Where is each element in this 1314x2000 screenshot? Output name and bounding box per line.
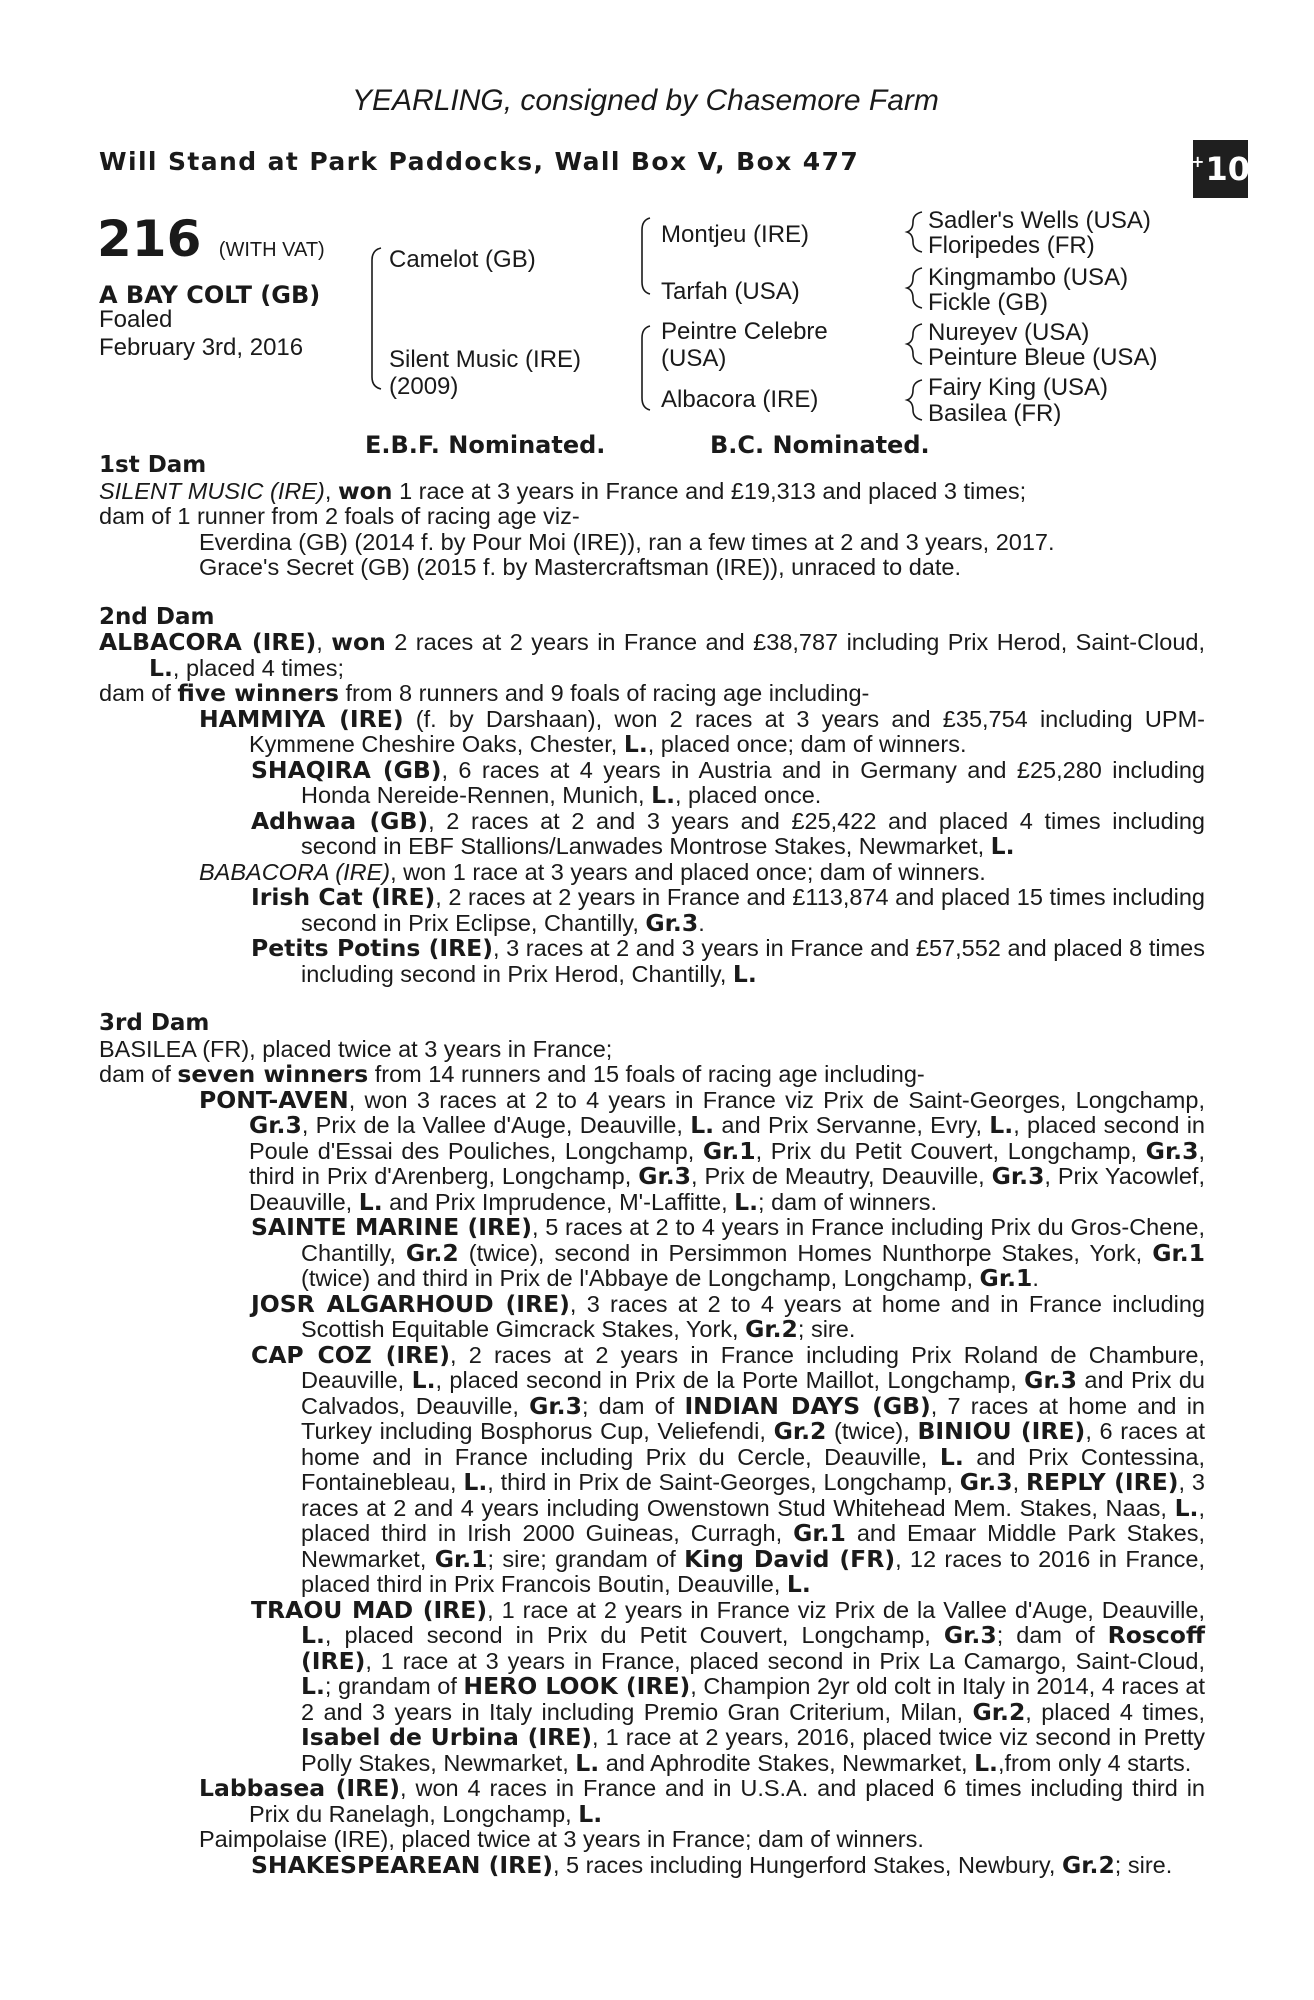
bracket-fk	[907, 380, 922, 420]
pedigree-sss: Sadler's Wells (USA)	[928, 207, 1151, 234]
first-dam-foal-2: Grace's Secret (GB) (2015 f. by Mastercraftsman (IRE)), unraced to date.	[199, 554, 961, 580]
lot-title: A BAY COLT (GB)	[99, 281, 321, 309]
bracket-nu	[907, 324, 922, 364]
third-dam-foal-pont-aven: PONT-AVEN, won 3 races at 2 to 4 years in France viz Prix de Saint-Georges, Longchamp, Gr.3, Prix de la Vallee d'Auge, Deauville, L. and Prix Servanne, Evry, L., placed second in Poule d'Essai des Pouliches, Longchamp, Gr.1, Prix du Petit Couvert, Longchamp, Gr.3, third in Prix d'Arenberg, Longchamp, Gr.3, Prix de Meautry, Deauville, Gr.3, Prix Yacowlef, Deauville, L. and Prix Imprudence, M'-Laffitte, L.; dam of winners.	[199, 1085, 1206, 1216]
logo-text: 10	[1205, 150, 1250, 188]
ebf-nominated: E.B.F. Nominated.	[365, 431, 606, 459]
bracket-col2a	[642, 218, 650, 294]
third-dam-entry: BASILEA (FR), placed twice at 3 years in France;	[99, 1035, 613, 1062]
pedigree-sdd: Fickle (GB)	[928, 289, 1048, 316]
second-dam-grandfoal-shaqira: SHAQIRA (GB), 6 races at 4 years in Austria and in Germany and £25,280 including Honda Nereide-Rennen, Munich, L., placed once.	[251, 755, 1205, 809]
pedigree-ssd: Floripedes (FR)	[928, 232, 1095, 259]
third-dam-heading: 3rd Dam	[99, 1010, 210, 1036]
first-dam-foal-1: Everdina (GB) (2014 f. by Pour Moi (IRE)), ran a few times at 2 and 3 years, 2017.	[199, 528, 1055, 555]
lot-number-value: 216	[97, 210, 202, 268]
second-dam-heading: 2nd Dam	[99, 603, 215, 630]
third-dam-grandfoal-traou-mad: TRAOU MAD (IRE), 1 race at 2 years in France viz Prix de la Vallee d'Auge, Deauville, L., placed second in Prix du Petit Couvert, Longchamp, Gr.3; dam of Roscoff (IRE), 1 race at 3 years in France, placed second in Prix La Camargo, Saint-Cloud, L.; grandam of HERO LOOK (IRE), Champion 2yr old colt in Italy in 2014, 4 races at 2 and 3 years in Italy including Premio Gran Criterium, Milan, Gr.2, placed 4 times, Isabel de Urbina (IRE), 1 race at 2 years, 2016, placed twice viz second in Pretty Polly Stakes, Newmarket, L. and Aphrodite Stakes, Newmarket, L.,from only 4 starts.	[251, 1595, 1206, 1777]
pedigree-sire: Camelot (GB)	[389, 246, 536, 273]
pedigree-dam-sire-country: (USA)	[661, 345, 727, 372]
pedigree-dam-sire: Peintre Celebre	[661, 318, 828, 345]
third-dam-grandfoal-sainte-marine: SAINTE MARINE (IRE), 5 races at 2 to 4 years in France including Prix du Gros-Chene, Chantilly, Gr.2 (twice), second in Persimmon Homes Nunthorpe Stakes, York, Gr.1 (twice) and third in Prix de l'Abbaye de Longchamp, Longchamp, Gr.1.	[251, 1213, 1206, 1292]
foaled-label: Foaled	[99, 306, 173, 333]
second-dam-foal-hammiya: HAMMIYA (IRE) (f. by Darshaan), won 2 races at 3 years and £35,754 including UPM-Kymmene Cheshire Oaks, Chester, L., placed once; dam of winners.	[199, 704, 1205, 758]
second-dam-entry: ALBACORA (IRE), won 2 races at 2 years in France and £38,787 including Prix Herod, Saint-Cloud, L., placed 4 times;	[99, 628, 1206, 682]
foaled-date: February 3rd, 2016	[99, 334, 304, 361]
first-dam-summary: dam of 1 runner from 2 foals of racing age viz-	[99, 503, 580, 529]
pedigree-dam-year: (2009)	[389, 373, 459, 400]
second-dam-grandfoal-irish-cat: Irish Cat (IRE), 2 races at 2 years in France and £113,874 and placed 15 times including second in Prix Eclipse, Chantilly, Gr.3.	[251, 883, 1205, 937]
third-dam-summary: dam of seven winners from 14 runners and 15 foals of racing age including-	[99, 1060, 925, 1088]
pedigree-sds: Kingmambo (USA)	[928, 264, 1129, 291]
bracket-km	[907, 268, 922, 308]
pedigree-sire-dam: Tarfah (USA)	[661, 278, 800, 305]
pedigree-sire-sire: Montjeu (IRE)	[661, 221, 810, 248]
third-dam-foal-paimpolaise: Paimpolaise (IRE), placed twice at 3 years in France; dam of winners.	[199, 1826, 924, 1852]
page-subtitle: YEARLING, consigned by Chasemore Farm	[352, 84, 939, 117]
pedigree-ddd: Basilea (FR)	[928, 400, 1062, 427]
pedigree-dss: Nureyev (USA)	[928, 319, 1090, 346]
stand-location: Will Stand at Park Paddocks, Wall Box V, Box 477	[99, 147, 860, 176]
second-dam-grandfoal-adhwaa: Adhwaa (GB), 2 races at 2 and 3 years and £25,422 and placed 4 times including second in EBF Stallions/Lanwades Montrose Stakes, Newmarket, L.	[251, 806, 1205, 860]
bracket-col2b	[642, 326, 650, 410]
pedigree-dam-dam: Albacora (IRE)	[661, 386, 819, 413]
first-dam-entry: SILENT MUSIC (IRE), won 1 race at 3 years in France and £19,313 and placed 3 times;	[99, 476, 1027, 505]
third-dam-grandfoal-josr-algarhoud: JOSR ALGARHOUD (IRE), 3 races at 2 to 4 years at home and in France including Scottish Equitable Gimcrack Stakes, York, Gr.2; sire.	[251, 1289, 1205, 1343]
third-dam-foal-labbasea: Labbasea (IRE), won 4 races in France and in U.S.A. and placed 6 times including third in Prix du Ranelagh, Longchamp, L.	[199, 1774, 1205, 1828]
bc-nominated: B.C. Nominated.	[710, 431, 930, 459]
pedigree-dds: Fairy King (USA)	[928, 374, 1109, 401]
pedigree-dsd: Peinture Bleue (USA)	[928, 344, 1158, 371]
first-dam-heading: 1st Dam	[99, 452, 207, 478]
vat-label: (WITH VAT)	[218, 239, 325, 261]
third-dam-grandfoal-cap-coz: CAP COZ (IRE), 2 races at 2 years in France including Prix Roland de Chambure, Deauville, L., placed second in Prix de la Porte Maillot, Longchamp, Gr.3 and Prix du Calvados, Deauville, Gr.3; dam of INDIAN DAYS (GB), 7 races at home and in Turkey including Bosphorus Cup, Veliefendi, Gr.2 (twice), BINIOU (IRE), 6 races at home and in France including Prix du Cercle, Deauville, L. and Prix Contessina, Fontainebleau, L., third in Prix de Saint-Georges, Longchamp, Gr.3, REPLY (IRE), 3 races at 2 and 4 years including Owenstown Stud Whitehead Mem. Stakes, Naas, L., placed third in Irish 2000 Guineas, Curragh, Gr.1 and Emaar Middle Park Stakes, Newmarket, Gr.1; sire; grandam of King David (FR), 12 races to 2016 in France, placed third in Prix Francois Boutin, Deauville, L.	[251, 1340, 1206, 1598]
logo-plus: +	[1191, 151, 1205, 171]
catalogue-body	[99, 453, 1205, 1878]
third-dam-grandfoal-shakespearean: SHAKESPEAREAN (IRE), 5 races including Hungerford Stakes, Newbury, Gr.2; sire.	[251, 1850, 1173, 1879]
second-dam-grandfoal-petits-potins: Petits Potins (IRE), 3 races at 2 and 3 years in France and £57,552 and placed 8 times including second in Prix Herod, Chantilly, L.	[251, 934, 1205, 988]
pedigree-dam: Silent Music (IRE)	[389, 346, 582, 373]
second-dam-foal-babacora: BABACORA (IRE), won 1 race at 3 years and placed once; dam of winners.	[199, 858, 986, 885]
bracket-sw	[907, 212, 922, 252]
second-dam-summary: dam of five winners from 8 runners and 9 foals of racing age including-	[99, 679, 870, 707]
bracket-col1	[372, 248, 381, 389]
